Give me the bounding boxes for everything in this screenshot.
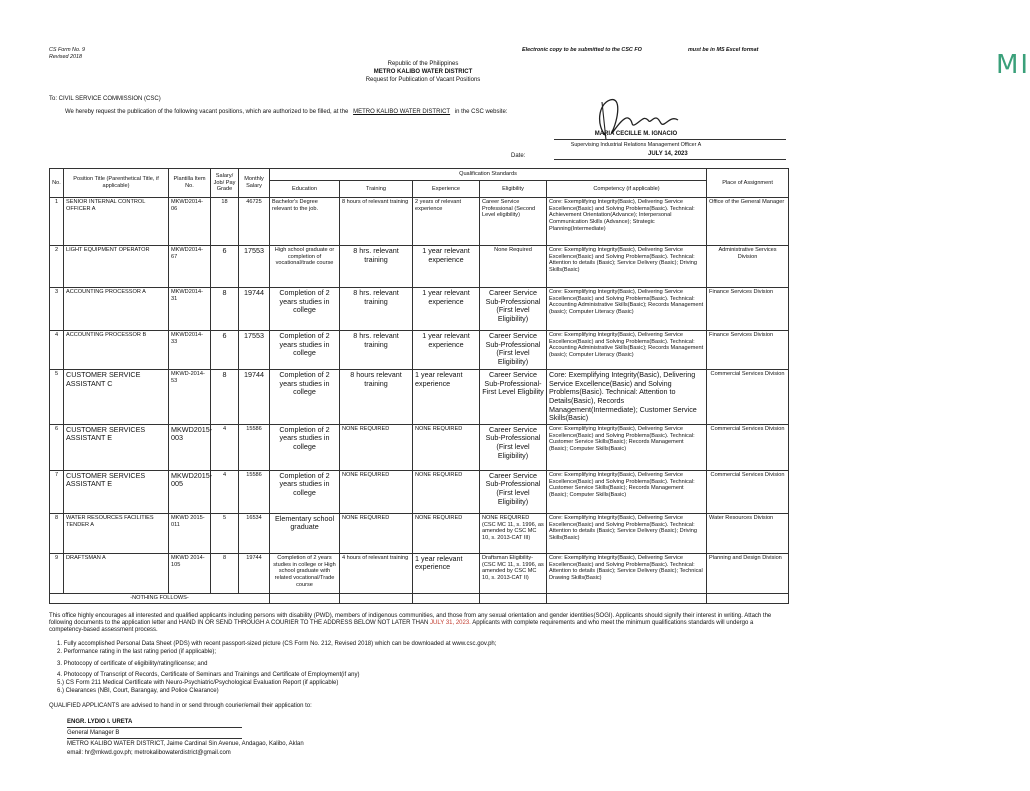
row-education: High school graduate or completion of vocational/trade course [270,246,340,288]
form-revised: Revised 2018 [49,54,82,60]
advise-line: QUALIFIED APPLICANTS are advised to hand in or send through courier/email their application to: [49,703,312,709]
row-salary: 46725 [239,198,270,246]
row-education: Completion of 2 years studies in college [270,470,340,513]
row-no: 3 [50,288,64,331]
row-grade: 8 [211,370,239,425]
row-salary: 17553 [239,331,270,370]
col-salary-header: Monthly Salary [239,169,270,198]
row-no: 5 [50,370,64,425]
row-training: 8 hrs. relevant training [340,246,413,288]
col-training-header: Training [340,181,413,198]
row-training: 8 hrs. relevant training [340,288,413,331]
vacancy-table [49,168,789,604]
row-training: NONE REQUIRED [340,513,413,553]
row-grade: 8 [211,553,239,593]
corner-mark: MI [996,50,1030,80]
row-place: Commercial Services Division [707,470,789,513]
row-competency: Core: Exemplifying Integrity(Basic), Delivering Service Excellence(Basic) and Solving Problems(Basic). Technical: Attention to Details(Basic), Records Management(Intermediate); Customer Service Skills(Basic) [547,370,707,425]
row-eligibility: Career Service Sub-Professional (First level Eligibility) [480,424,547,470]
table-row [50,470,789,513]
col-experience-header: Experience [413,181,480,198]
row-position: DRAFTSMAN A [64,553,169,593]
row-eligibility: Career Service Sub-Professional (First level Eligibility) [480,331,547,370]
row-experience: 1 year relevant experience [413,553,480,593]
row-no: 7 [50,470,64,513]
row-position: CUSTOMER SERVICES ASSISTANT E [64,424,169,470]
row-item: MKWD 2014-105 [169,553,211,593]
col-grade-header: Salary/ Job/ Pay Grade [211,169,239,198]
row-place: Administrative Services Division [707,246,789,288]
row-grade: 4 [211,424,239,470]
copy-note: Electronic copy to be submitted to the CSC FO [522,47,642,53]
row-salary: 15586 [239,470,270,513]
row-no: 4 [50,331,64,370]
row-item: MKWD 2015-011 [169,513,211,553]
table-row [50,553,789,593]
addressee: To: CIVIL SERVICE COMMISSION (CSC) [49,96,161,102]
col-eligibility-header: Eligibility [480,181,547,198]
form-number: CS Form No. 9 [49,47,85,53]
signature-line [554,139,786,140]
contact-title-line [67,738,242,739]
row-training: NONE REQUIRED [340,470,413,513]
col-position-header: Position Title (Parenthetical Title, if applicable) [64,169,169,198]
request-title: Request for Publication of Vacant Positions [365,77,481,83]
row-experience: 1 year relevant experience [413,370,480,425]
row-eligibility: Draftsman Eligibility-(CSC MC 11, s. 1996, as amended by CSC MC 10, s. 2013-CAT II) [480,553,547,593]
row-experience: NONE REQUIRED [413,424,480,470]
row-position: ACCOUNTING PROCESSOR A [64,288,169,331]
row-competency: Core: Exemplifying Integrity(Basic), Delivering Service Excellence(Basic) and Solving Problems(Basic). Technical: Attention to details (Basic); Service Delivery (Basic); Technical Drawing Skills(Basic) [547,553,707,593]
row-item: MKWD2015-005 [169,470,211,513]
row-item: MKWD2015-003 [169,424,211,470]
col-no-header: No. [50,169,64,198]
intro-line: We hereby request the publication of the following vacant positions, which are authorized to be filled, at the METRO KALIBO WATER DISTRICT in the CSC website: [65,109,508,115]
row-eligibility: Career Service Professional (Second Level eligibility) [480,198,547,246]
row-experience: NONE REQUIRED [413,470,480,513]
row-eligibility: None Required [480,246,547,288]
signatory-name: MARIA CECILLE M. IGNACIO [594,131,678,137]
republic-line: Republic of the Philippines [387,61,459,67]
row-eligibility: Career Service Sub-Professional- First Level Eligbility [480,370,547,425]
requirement-4: 4. Photocopy of Transcript of Records, Certificate of Seminars and Trainings and Certificate of Employment(if any) [57,672,360,678]
date-value: JULY 14, 2023 [648,151,688,157]
row-salary: 16534 [239,513,270,553]
row-item: MKWD2014-06 [169,198,211,246]
row-competency: Core: Exemplifying Integrity(Basic), Delivering Service Excellence(Basic) and Solving Problems(Basic). Technical: Attention to details (Basic); Service Delivery (Basic); Driving Skills(Basic) [547,513,707,553]
col-competency-header: Competency (if applicable) [547,181,707,198]
row-position: CUSTOMER SERVICES ASSISTANT E [64,470,169,513]
intro-agency: METRO KALIBO WATER DISTRICT [353,109,451,115]
table-row [50,513,789,553]
row-grade: 8 [211,288,239,331]
table-row [50,370,789,425]
requirement-6: 6.) Clearances (NBI, Court, Barangay, and Police Clearance) [57,688,219,694]
excel-note: must be in MS Excel format [688,47,759,53]
contact-title: General Manager B [67,730,120,736]
col-education-header: Education [270,181,340,198]
row-place: Finance Services Division [707,331,789,370]
row-salary: 17553 [239,246,270,288]
row-competency: Core: Exemplifying Integrity(Basic), Delivering Service Excellence(Basic) and Solving Problems(Basic). Technical: Accounting Administrative Skills(Basic); Records Management (basic); Computer Literacy (Basic) [547,288,707,331]
row-place: Planning and Design Division [707,553,789,593]
table-row [50,198,789,246]
row-item: MKWD2014-31 [169,288,211,331]
row-training: 4 hours of relevant training [340,553,413,593]
row-eligibility: Career Service Sub-Professional (First level Eligibility) [480,470,547,513]
table-row [50,246,789,288]
row-experience: NONE REQUIRED [413,513,480,553]
row-position: SENIOR INTERNAL CONTROL OFFICER A [64,198,169,246]
requirement-2: 2. Performance rating in the last rating period (if applicable); [57,649,217,655]
row-place: Office of the General Manager [707,198,789,246]
row-item: MKWD2014-33 [169,331,211,370]
requirement-1: 1. Fully accomplished Personal Data Sheet (PDS) with recent passport-sized picture (CS Form No. 212, Revised 2018) which can be downloaded at www.csc.gov.ph; [57,641,497,647]
nothing-follows: -NOTHING FOLLOWS- [50,593,270,603]
row-no: 8 [50,513,64,553]
row-education: Completion of 2 years studies in college [270,370,340,425]
row-place: Water Resources Division [707,513,789,553]
row-education: Completion of 2 years studies in college [270,331,340,370]
row-competency: Core: Exemplifying Integrity(Basic), Delivering Service Excellence(Basic) and Solving Problems(Basic). Technical: Accounting Administrative Skills(Basic); Records Management (basic); Computer Literacy (Basic) [547,331,707,370]
deadline: JULY 31, 2023. [430,620,471,627]
row-competency: Core: Exemplifying Integrity(Basic), Delivering Service Excellence(Basic) and Solving Problems(Basic). Technical: Achievement Orientation(Advance); Interpersonal Communication Skills (Advance); Strategic Planning(Intermediate) [547,198,707,246]
date-line [554,159,786,160]
row-eligibility: Career Service Sub-Professional (First level Eligibility) [480,288,547,331]
row-eligibility: NONE REQUIRED (CSC MC 11, s. 1996, as amended by CSC MC 10, s. 2013-CAT III) [480,513,547,553]
row-grade: 4 [211,470,239,513]
row-item: MKWD-2014-53 [169,370,211,425]
row-grade: 18 [211,198,239,246]
nothing-follows-row [50,593,789,603]
row-salary: 19744 [239,553,270,593]
row-salary: 19744 [239,288,270,331]
row-experience: 1 year relevant experience [413,331,480,370]
row-education: Elementary school graduate [270,513,340,553]
table-row [50,424,789,470]
row-no: 2 [50,246,64,288]
row-grade: 6 [211,246,239,288]
row-item: MKWD2014-67 [169,246,211,288]
row-position: ACCOUNTING PROCESSOR B [64,331,169,370]
col-plantilla-header: Plantilla Item No. [169,169,211,198]
row-experience: 2 years of relevant experience [413,198,480,246]
agency-name: METRO KALIBO WATER DISTRICT [373,69,473,75]
row-competency: Core: Exemplifying Integrity(Basic), Delivering Service Excellence(Basic) and Solving Problems(Basic). Technical: Customer Service Skills(Basic); Records Management (Basic); Computer Skills(Basic) [547,470,707,513]
notice-paragraph: This office highly encourages all interested and qualified applicants including persons with disability (PWD), members of indigenous communities, and those from any sexual orientation and gender identities(SOGI). Applicants should signify their interest in writing. Attach the following documents to the application letter and HAND IN OR SEND THROUGH A COURIER TO THE ADDRESS BELOW NOT LATER THAN JULY 31, 2023. Applicants with complete requirements and who meet the minimum qualifications standards will undergo a competency-based assessment process. [49,613,772,634]
row-place: Commercial Services Division [707,370,789,425]
row-training: 8 hrs. relevant training [340,331,413,370]
row-education: Completion of 2 years studies in college [270,424,340,470]
row-experience: 1 year relevant experience [413,246,480,288]
row-experience: 1 year relevant experience [413,288,480,331]
row-education: Bachelor's Degree relevant to the job. [270,198,340,246]
row-training: 8 hours of relevant training [340,198,413,246]
row-no: 1 [50,198,64,246]
row-education: Completion of 2 years studies in college [270,288,340,331]
table-row [50,331,789,370]
row-place: Commercial Services Division [707,424,789,470]
row-training: NONE REQUIRED [340,424,413,470]
row-competency: Core: Exemplifying Integrity(Basic), Delivering Service Excellence(Basic) and Solving Problems(Basic). Technical: Customer Service Skills(Basic); Records Management (Basic); Computer Skills(Basic) [547,424,707,470]
row-no: 9 [50,553,64,593]
row-training: 8 hours relevant training [340,370,413,425]
contact-address: METRO KALIBO WATER DISTRICT, Jaime Cardinal Sin Avenue, Andagao, Kalibo, Aklan [67,741,304,747]
contact-name: ENGR. LYDIO I. URETA [67,719,133,725]
qualification-standards-header: Qualification Standards [270,169,707,181]
col-place-header: Place of Assignment [707,169,789,198]
row-grade: 6 [211,331,239,370]
row-grade: 5 [211,513,239,553]
row-position: LIGHT EQUIPMENT OPERATOR [64,246,169,288]
row-salary: 19744 [239,370,270,425]
row-place: Finance Services Division [707,288,789,331]
requirement-5: 5.) CS Form 211 Medical Certificate with Neuro-Psychiatric/Psychological Evaluation Report (if applicable) [57,680,339,686]
row-position: WATER RESOURCES FACILITIES TENDER A [64,513,169,553]
row-competency: Core: Exemplifying Integrity(Basic), Delivering Service Excellence(Basic) and Solving Problems(Basic). Technical: Attention to details (Basic); Service Delivery (Basic); Driving Skills(Basic) [547,246,707,288]
row-position: CUSTOMER SERVICE ASSISTANT C [64,370,169,425]
contact-name-line [67,727,242,728]
date-label: Date: [511,153,526,159]
signatory-title: Supervising Industrial Relations Management Officer A [570,142,702,148]
contact-email: email: hr@mkwd.gov.ph; metrokalibowaterdistrict@gmail.com [67,750,231,756]
row-no: 6 [50,424,64,470]
table-row [50,288,789,331]
row-salary: 15586 [239,424,270,470]
row-education: Completion of 2 years studies in college or High school graduate with related vocational/Trade course [270,553,340,593]
requirement-3: 3. Photocopy of certificate of eligibility/rating/license; and [57,661,208,667]
